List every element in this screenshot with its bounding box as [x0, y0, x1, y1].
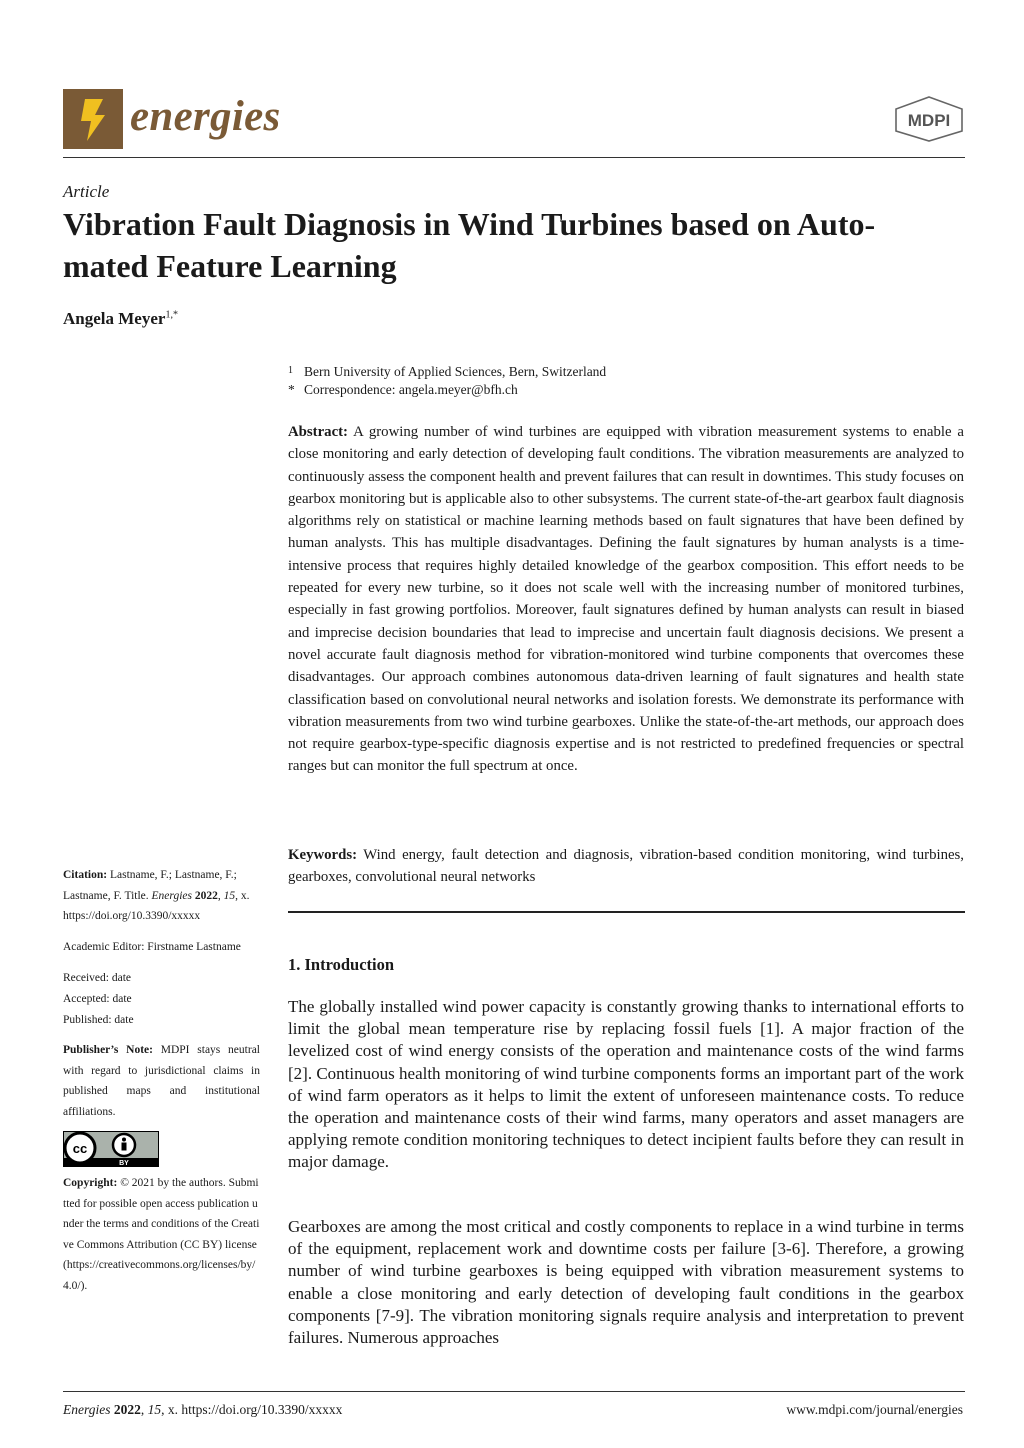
footer-rule	[63, 1391, 965, 1392]
keywords	[288, 844, 964, 889]
article-type: Article	[63, 182, 110, 201]
journal-name: energies	[130, 93, 281, 140]
lightning-bolt-icon	[63, 89, 123, 149]
affiliation-mark: 1	[288, 365, 293, 376]
section-heading: 1. Introduction	[288, 955, 395, 974]
citation-year: 2022	[194, 889, 218, 902]
author-line	[63, 309, 178, 329]
svg-text:cc: cc	[72, 1141, 88, 1156]
publisher-note	[63, 1040, 260, 1122]
cc-by-license-badge[interactable]	[63, 1131, 159, 1167]
correspondence-mark: *	[288, 382, 295, 397]
correspondence-email-link[interactable]: Correspondence: angela.meyer@bfh.ch	[304, 382, 518, 397]
keywords-rule	[288, 911, 965, 913]
author-marks: 1,*	[165, 309, 178, 321]
footer-year: 2022	[113, 1402, 141, 1417]
article-title: Vibration Fault Diagnosis in Wind Turbines based on Auto- mated Feature Learning	[63, 206, 876, 284]
academic-editor: Academic Editor: Firstname Lastname	[63, 941, 241, 953]
license-badge-label: BY	[119, 1160, 129, 1167]
citation-journal: Energies	[151, 889, 192, 902]
intro-paragraph-1: The globally installed wind power capacity is constantly growing thanks to international efforts to limit the global mean temperature rise by replacing fossil fuels [1]. A major fraction of the levelized cost of wind energy consists of the operation and maintenance costs of the wind farms [2]. Continuous health monitoring of wind turbine components forms an important part of the work of wind farm operators as it helps to limit the extent of unforeseen maintenance costs. To reduce the operation and maintenance costs of their wind farms, many operators and asset managers are applying remote condition monitoring techniques to detect incipient faults before they can result in major damage.	[288, 997, 964, 1172]
affiliation-text: Bern University of Applied Sciences, Bern, Switzerland	[304, 364, 607, 379]
journal-logo	[63, 89, 123, 149]
keywords-label: Keywords:	[288, 847, 358, 863]
intro-paragraph-2: Gearboxes are among the most critical and costly components to replace in a wind turbine in terms of the equipment, replacement work and downtime costs per failure [3-6]. Therefore, a growing number of wind turbine gearboxes is being equipped with vibration measurement systems to enable a close monitoring and early detection of developing fault conditions in the gearbox components [7-9]. The vibration monitoring signals require analysis and interpretation to prevent failures. Numerous approaches	[288, 1217, 964, 1348]
citation-label: Citation:	[63, 869, 108, 881]
mdpi-logo	[892, 95, 966, 143]
footer-doi: x. https://doi.org/10.3390/xxxxx	[167, 1402, 343, 1417]
keywords-text: Wind energy, fault detection and diagnosis, vibration-based condition monitoring, wind turbines, gearboxes, convolutional neural networks	[288, 847, 965, 886]
abstract	[288, 421, 964, 778]
publisher-note-text: MDPI stays neutral with regard to jurisdictional claims in published maps and institutional affiliations.	[63, 1044, 260, 1118]
received-date: Received: date	[63, 972, 132, 984]
publisher-note-label: Publisher’s Note:	[63, 1044, 153, 1056]
mdpi-logo-text: MDPI	[907, 111, 951, 130]
affiliation-1	[288, 361, 606, 381]
citation-text: Lastname, F.; Lastname, F.; Lastname, F. Title.	[63, 869, 237, 902]
copyright-block	[63, 1173, 260, 1296]
citation-doi-link[interactable]: x. https://doi.org/10.3390/xxxxx	[63, 889, 250, 922]
copyright-label: Copyright:	[63, 1177, 118, 1189]
footer-journal: Energies	[63, 1402, 111, 1417]
published-date: Published: date	[63, 1014, 134, 1026]
accepted-date: Accepted: date	[63, 993, 132, 1005]
author-name: Angela Meyer	[63, 309, 166, 328]
copyright-text: © 2021 by the authors. Submitted for possible open access publication under the terms and conditions of the Creative Commons Attribution (CC BY) license (https://creativecommons.org/licenses/by/4.0/).	[63, 1177, 260, 1292]
footer-citation: Energies 2022, 15, x. https://doi.org/10.3390/xxxxx	[63, 1402, 343, 1417]
header-rule	[63, 157, 965, 158]
footer-volume: 15	[147, 1402, 162, 1417]
abstract-label: Abstract:	[288, 424, 348, 440]
correspondence	[288, 380, 518, 399]
footer-journal-url-link[interactable]: www.mdpi.com/journal/energies	[786, 1402, 963, 1417]
citation-volume: 15	[223, 889, 236, 902]
abstract-text: A growing number of wind turbines are equipped with vibration measurement systems to enable a close monitoring and early detection of developing fault conditions. The vibration measurements are analyzed to continuously assess the component health and prevent failures that can result in downtimes. This study focuses on gearbox monitoring but is applicable also to other subsystems. The current state-of-the-art gearbox fault diagnosis algorithms rely on statistical or machine learning methods based on fault signatures that have been defined by human analysts. This has multiple disadvantages. Defining the fault signatures by human analysts is a time-intensive process that requires highly detailed knowledge of the gearbox composition. This effort needs to be repeated for every new turbine, so it does not scale well with the increasing number of monitored turbines, especially in fast growing portfolios. Moreover, fault signatures defined by human analysts can result in biased and imprecise decision boundaries that lead to imprecise and uncertain fault diagnosis decisions. We present a novel accurate fault diagnosis method for vibration-monitored wind turbine components that overcomes these disadvantages. Our approach combines autonomous data-driven learning of fault signatures and health state classification based on convolutional neural networks and isolation forests. We demonstrate its performance with vibration measurements from two wind turbine gearboxes. Unlike the state-of-the-art methods, our approach does not require gearbox-type-specific diagnosis expertise and is not restricted to predefined frequencies or spectral ranges but can monitor the full spectrum at once.	[288, 424, 964, 775]
citation-block: Citation: Lastname, F.; Lastname, F.; Lastname, F. Title. Energies 2022, 15, x. https://doi.org/10.3390/xxxxx	[63, 869, 250, 922]
